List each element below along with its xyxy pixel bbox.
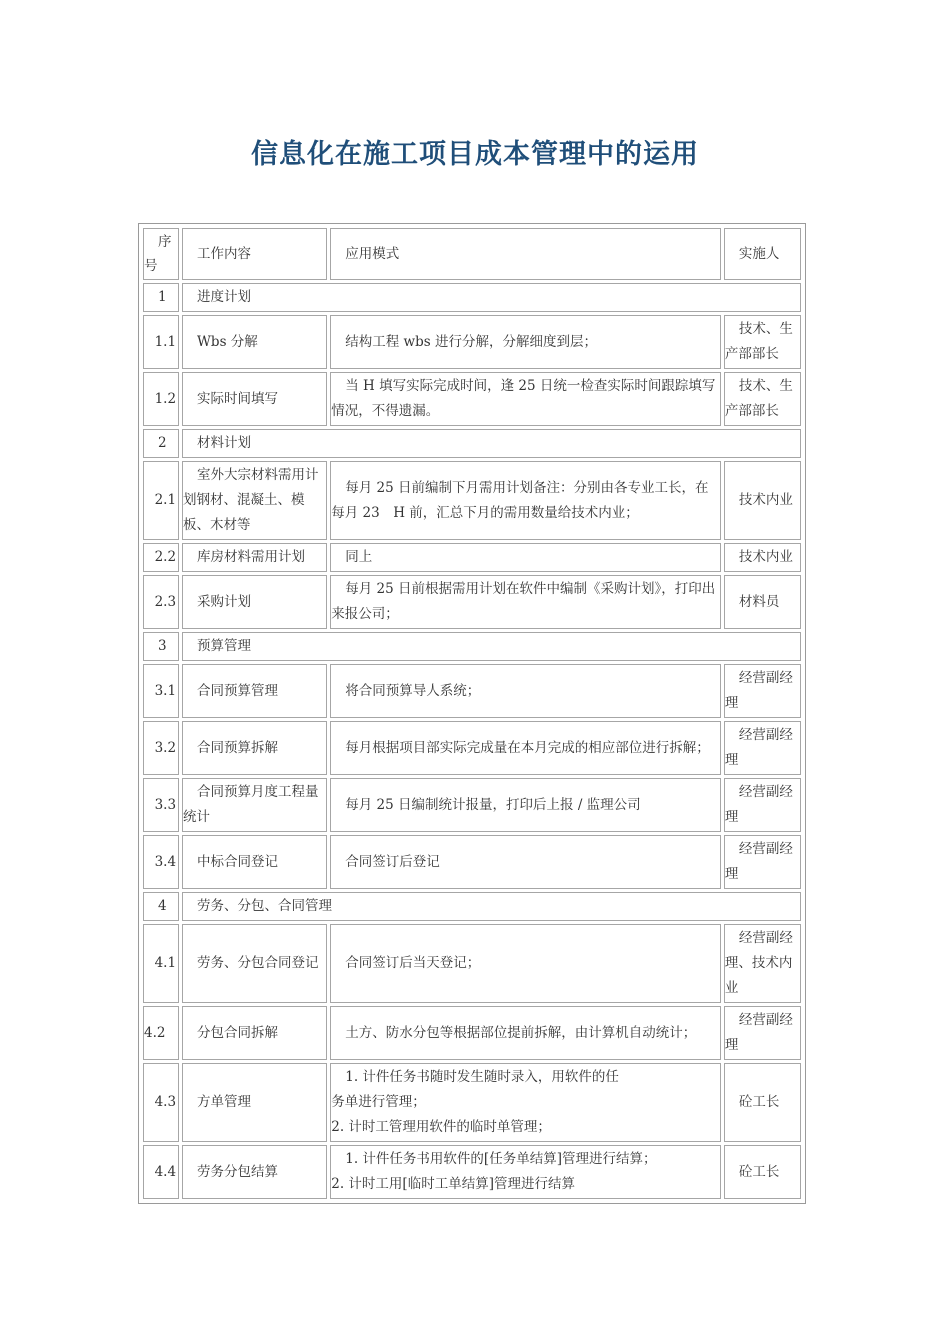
header-content: 工作内容: [182, 228, 327, 280]
table-row: [143, 664, 801, 718]
row-mode-line: 2. 计时工用[临时工单结算]管理进行结算: [331, 1176, 575, 1192]
row-person: 技术、生产部部长: [724, 372, 801, 426]
table-row-section-2: [143, 429, 801, 458]
row-no: 3.4: [143, 835, 179, 889]
table-row: [143, 1063, 801, 1142]
row-no: 2.1: [143, 461, 179, 540]
header-mode: 应用模式: [330, 228, 721, 280]
header-person: 实施人: [724, 228, 801, 280]
row-mode: 每月根据项目部实际完成量在本月完成的相应部位进行拆解；: [330, 721, 721, 775]
row-mode: [330, 1145, 721, 1199]
table-row: [143, 461, 801, 540]
row-mode-line: 2. 计时工管理用软件的临时单管理；: [331, 1119, 551, 1135]
row-no: 4: [143, 892, 179, 921]
page-title: 信息化在施工项目成本管理中的运用: [251, 139, 699, 170]
table-row: [143, 721, 801, 775]
row-person: 经营副经理: [724, 721, 801, 775]
row-content: 室外大宗材料需用计划钢材、混凝土、模板、木材等: [182, 461, 327, 540]
row-section-title: 劳务、分包、合同管理: [182, 892, 801, 921]
row-person: 技术内业: [724, 461, 801, 540]
header-no: 序号: [143, 228, 179, 280]
work-table: [140, 225, 804, 1202]
row-section-title: 预算管理: [182, 632, 801, 661]
row-no: 3.2: [143, 721, 179, 775]
row-content: 劳务、分包合同登记: [182, 924, 327, 1003]
row-content: 中标合同登记: [182, 835, 327, 889]
row-content: Wbs 分解: [182, 315, 327, 369]
row-mode: 每月 25 日编制统计报量，打印后上报 / 监理公司: [330, 778, 721, 832]
row-no: 2.2: [143, 543, 179, 572]
row-content: 分包合同拆解: [182, 1006, 327, 1060]
row-mode-line: 1. 计件任务书随时发生随时录入，用软件的任: [345, 1069, 619, 1085]
table-row: [143, 543, 801, 572]
table-header-row: [143, 228, 801, 280]
row-no: 4.2: [143, 1006, 179, 1060]
row-mode-line: 1. 计件任务书用软件的[任务单结算]管理进行结算；: [345, 1151, 657, 1167]
table-row: [143, 372, 801, 426]
table-row: [143, 1145, 801, 1199]
row-content: 合同预算月度工程量统计: [182, 778, 327, 832]
row-mode: 结构工程 wbs 进行分解，分解细度到层；: [330, 315, 721, 369]
row-mode: 合同签订后当天登记；: [330, 924, 721, 1003]
row-person: 经营副经理、技术内业: [724, 924, 801, 1003]
work-table-container: [138, 223, 806, 1204]
table-row: [143, 315, 801, 369]
row-no: 3.1: [143, 664, 179, 718]
row-mode: 当 H 填写实际完成时间，逢 25 日统一检查实际时间跟踪填写情况，不得遗漏。: [330, 372, 721, 426]
row-mode: 同上: [330, 543, 721, 572]
table-row-section-1: [143, 283, 801, 312]
table-row: [143, 1006, 801, 1060]
row-no: 1.2: [143, 372, 179, 426]
row-person: 经营副经理: [724, 1006, 801, 1060]
row-mode: 土方、防水分包等根据部位提前拆解，由计算机自动统计；: [330, 1006, 721, 1060]
row-no: 3: [143, 632, 179, 661]
table-row: [143, 778, 801, 832]
row-no: 4.3: [143, 1063, 179, 1142]
row-mode-line: 务单进行管理；: [331, 1094, 426, 1110]
row-person: 经营副经理: [724, 778, 801, 832]
row-mode: 每月 25 日前编制下月需用计划备注：分别由各专业工长，在每月 23 H 前，汇总下月的需用数量给技术内业；: [330, 461, 721, 540]
row-no: 4.4: [143, 1145, 179, 1199]
table-row-section-4: [143, 892, 801, 921]
row-person: 技术、生产部部长: [724, 315, 801, 369]
table-row: [143, 924, 801, 1003]
row-person: 砼工长: [724, 1063, 801, 1142]
row-section-title: 进度计划: [182, 283, 801, 312]
row-person: 技术内业: [724, 543, 801, 572]
row-content: 采购计划: [182, 575, 327, 629]
row-person: 材料员: [724, 575, 801, 629]
table-row: [143, 575, 801, 629]
table-row: [143, 835, 801, 889]
row-section-title: 材料计划: [182, 429, 801, 458]
row-person: 砼工长: [724, 1145, 801, 1199]
row-mode: [330, 1063, 721, 1142]
row-content: 合同预算拆解: [182, 721, 327, 775]
table-row-section-3: [143, 632, 801, 661]
row-no: 4.1: [143, 924, 179, 1003]
row-content: 库房材料需用计划: [182, 543, 327, 572]
row-no: 2.3: [143, 575, 179, 629]
row-content: 合同预算管理: [182, 664, 327, 718]
row-mode: 将合同预算导人系统；: [330, 664, 721, 718]
row-person: 经营副经理: [724, 835, 801, 889]
row-mode: 合同签订后登记: [330, 835, 721, 889]
row-no: 3.3: [143, 778, 179, 832]
row-no: 2: [143, 429, 179, 458]
row-no: 1: [143, 283, 179, 312]
row-content: 实际时间填写: [182, 372, 327, 426]
row-content: 方单管理: [182, 1063, 327, 1142]
row-no: 1.1: [143, 315, 179, 369]
row-content: 劳务分包结算: [182, 1145, 327, 1199]
row-person: 经营副经理: [724, 664, 801, 718]
row-mode: 每月 25 日前根据需用计划在软件中编制《采购计划》，打印出来报公司；: [330, 575, 721, 629]
